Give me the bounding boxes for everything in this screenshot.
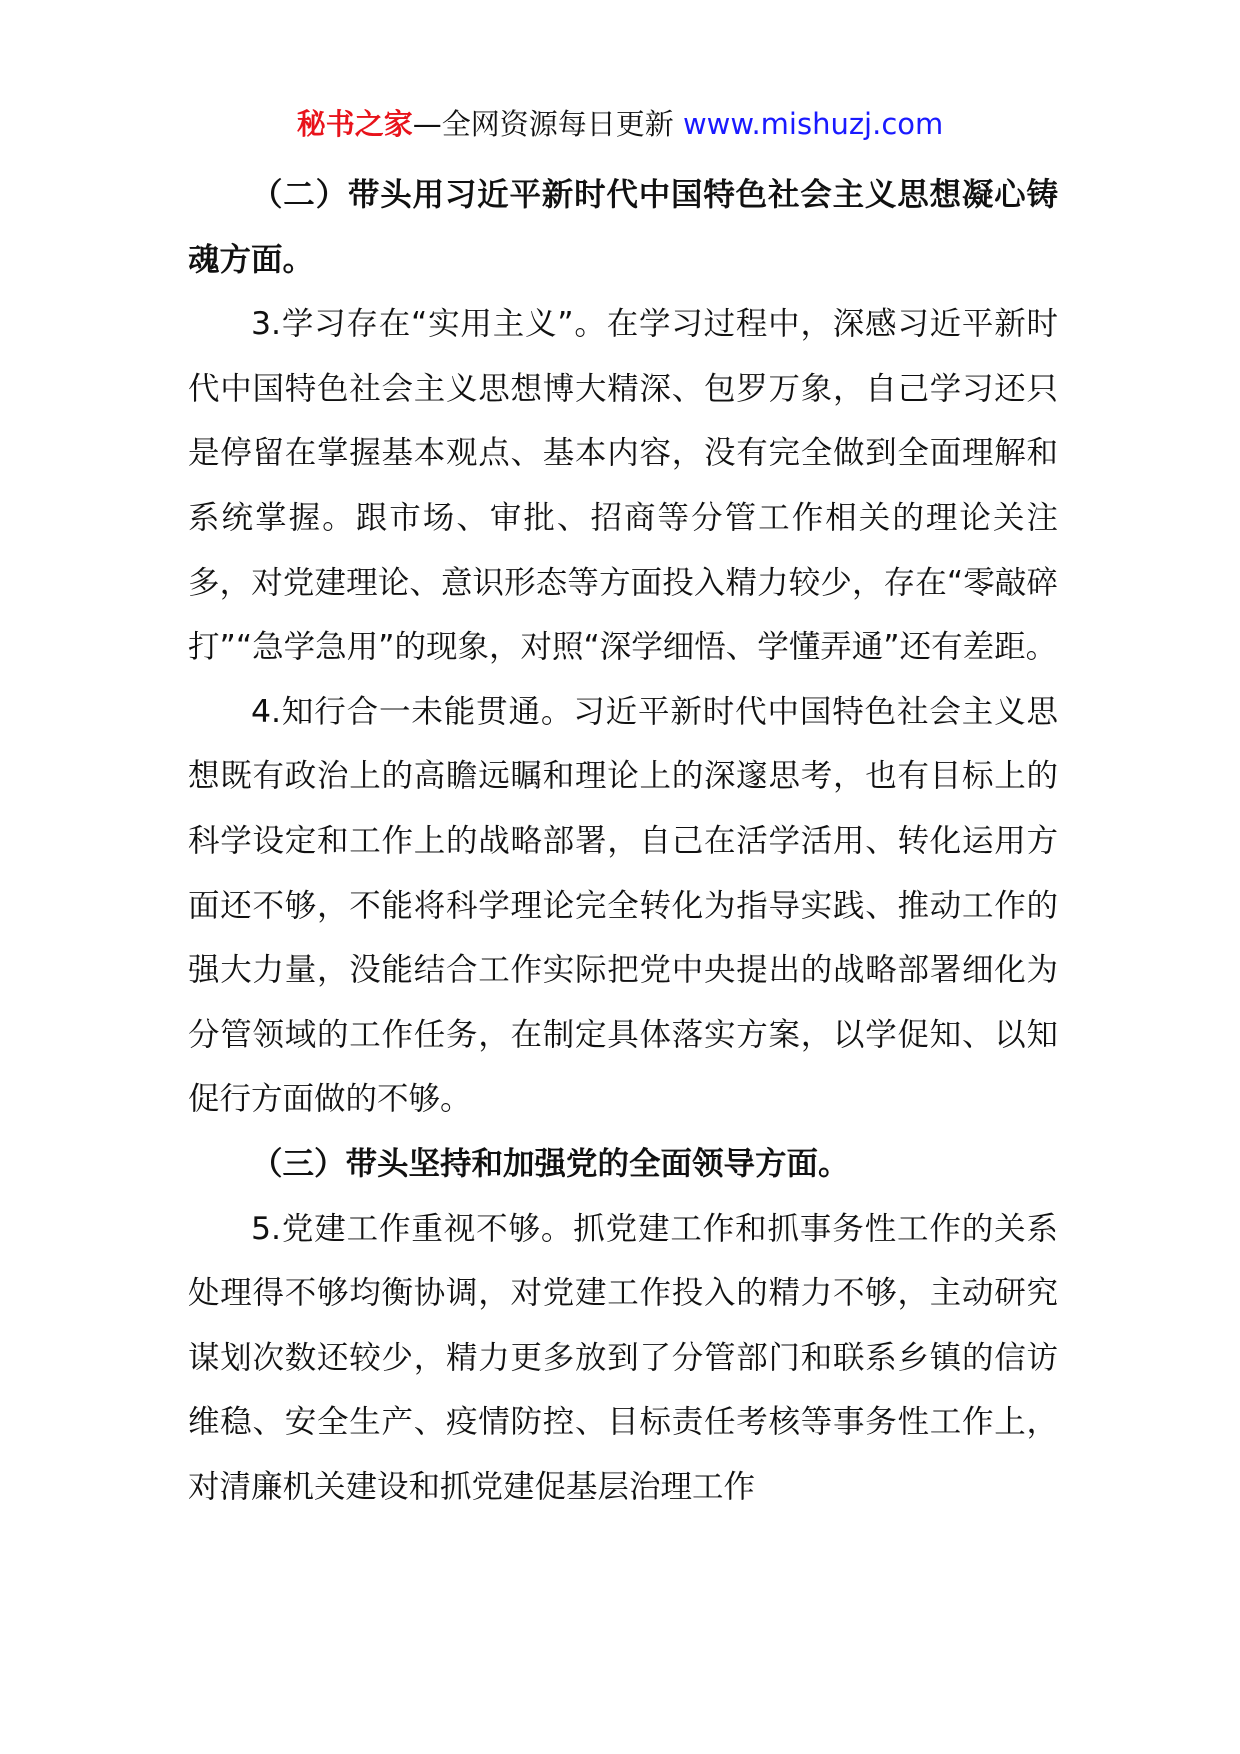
site-header bbox=[0, 102, 1240, 146]
paragraph-item-4: 4.知行合一未能贯通。习近平新时代中国特色社会主义思想既有政治上的高瞻远瞩和理论上的深邃思考，也有目标上的科学设定和工作上的战略部署，自己在活学活用、转化运用方面还不够，不能将科学理论完全转化为指导实践、推动工作的强大力量，没能结合工作实际把党中央提出的战略部署细化为分管领域的工作任务，在制定具体落实方案，以学促知、以知促行方面做的不够。 bbox=[188, 693, 1058, 1118]
site-brand: 秘书之家 bbox=[296, 107, 413, 141]
paragraph-item-3: 3.学习存在“实用主义”。在学习过程中，深感习近平新时代中国特色社会主义思想博大精深、包罗万象，自己学习还只是停留在掌握基本观点、基本内容，没有完全做到全面理解和系统掌握。跟市场、审批、招商等分管工作相关的理论关注多，对党建理论、意识形态等方面投入精力较少，存在“零敲碎打”“急学急用”的现象，对照“深学细悟、学懂弄通”还有差距。 bbox=[188, 306, 1058, 666]
site-url-link[interactable]: www.mishuzj.com bbox=[682, 107, 944, 141]
document-body bbox=[188, 163, 1058, 1519]
section-heading-2: （二）带头用习近平新时代中国特色社会主义思想凝心铸魂方面。 bbox=[188, 177, 1058, 278]
site-tagline: —全网资源每日更新 bbox=[412, 107, 683, 141]
section-heading-3: （三）带头坚持和加强党的全面领导方面。 bbox=[251, 1145, 850, 1182]
paragraph-item-5: 5.党建工作重视不够。抓党建工作和抓事务性工作的关系处理得不够均衡协调，对党建工作投入的精力不够，主动研究谋划次数还较少，精力更多放到了分管部门和联系乡镇的信访维稳、安全生产、疫情防控、目标责任考核等事务性工作上，对清廉机关建设和抓党建促基层治理工作 bbox=[188, 1210, 1058, 1505]
